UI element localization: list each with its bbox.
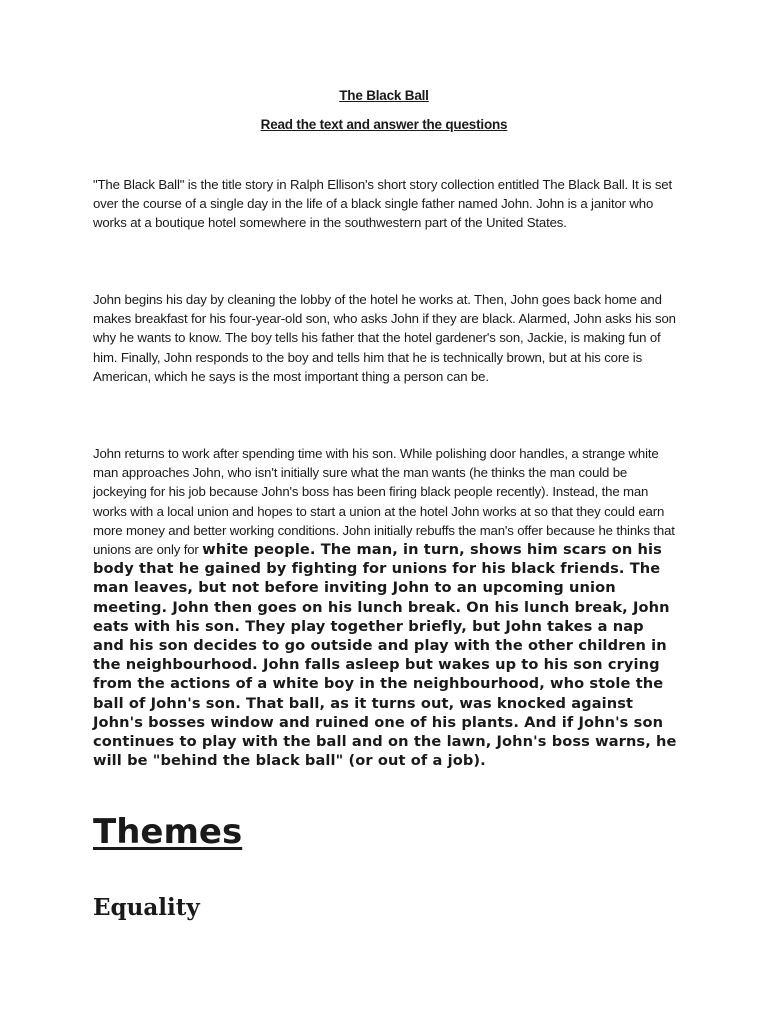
- heading-themes: Themes: [93, 812, 243, 852]
- paragraph-intro: "The Black Ball" is the title story in Ralph Ellison's short story collection entitled The Black Ball. It is set over the course of a single day in the life of a black single father named John. John is a janitor who works at a boutique hotel somewhere in the southwestern part of the United States.: [93, 177, 673, 231]
- document-title: The Black Ball: [339, 88, 429, 103]
- paragraph-morning: John begins his day by cleaning the lobby of the hotel he works at. Then, John goes back home and makes breakfast for his four-year-old son, who asks John if they are black. Alarmed, John asks his son why he wants to know. The boy tells his father that the hotel gardener's son, Jackie, is making fun of him. Finally, John responds to the boy and tells him that he is technically brown, but at his core is American, which he says is the most important thing a person can be.: [93, 292, 676, 384]
- paragraph-work-regular: John returns to work after spending time with his son. While polishing door handles, a strange white man approaches John, who isn't initially sure what the man wants (he thinks the man could be jockeying for his job because John's boss has been firing black people recently). Instead, the man works with a local union and hopes to start a union at the hotel John works at so that they could earn more money and better working conditions. John initially rebuffs the man's offer because he thinks that unions are only for: [93, 446, 675, 558]
- document-instruction: Read the text and answer the questions: [260, 117, 508, 132]
- paragraph-work: [93, 444, 678, 770]
- heading-equality: Equality: [93, 894, 200, 921]
- paragraph-work-bold: white people. The man, in turn, shows him scars on his body that he gained by fighting for unions for his black friends. The man leaves, but not before inviting John to an upcoming union meeting. John then goes on his lunch break. On his lunch break, John eats with his son. They play together briefly, but John takes a nap and his son decides to go outside and play with the other children in the neighbourhood. John falls asleep but wakes up to his son crying from the actions of a white boy in the neighbourhood, who stole the ball of John's son. That ball, as it turns out, was knocked against John's bosses window and ruined one of his plants. And if John's son continues to play with the ball and on the lawn, John's boss warns, he will be "behind the black ball" (or out of a job).: [93, 541, 677, 770]
